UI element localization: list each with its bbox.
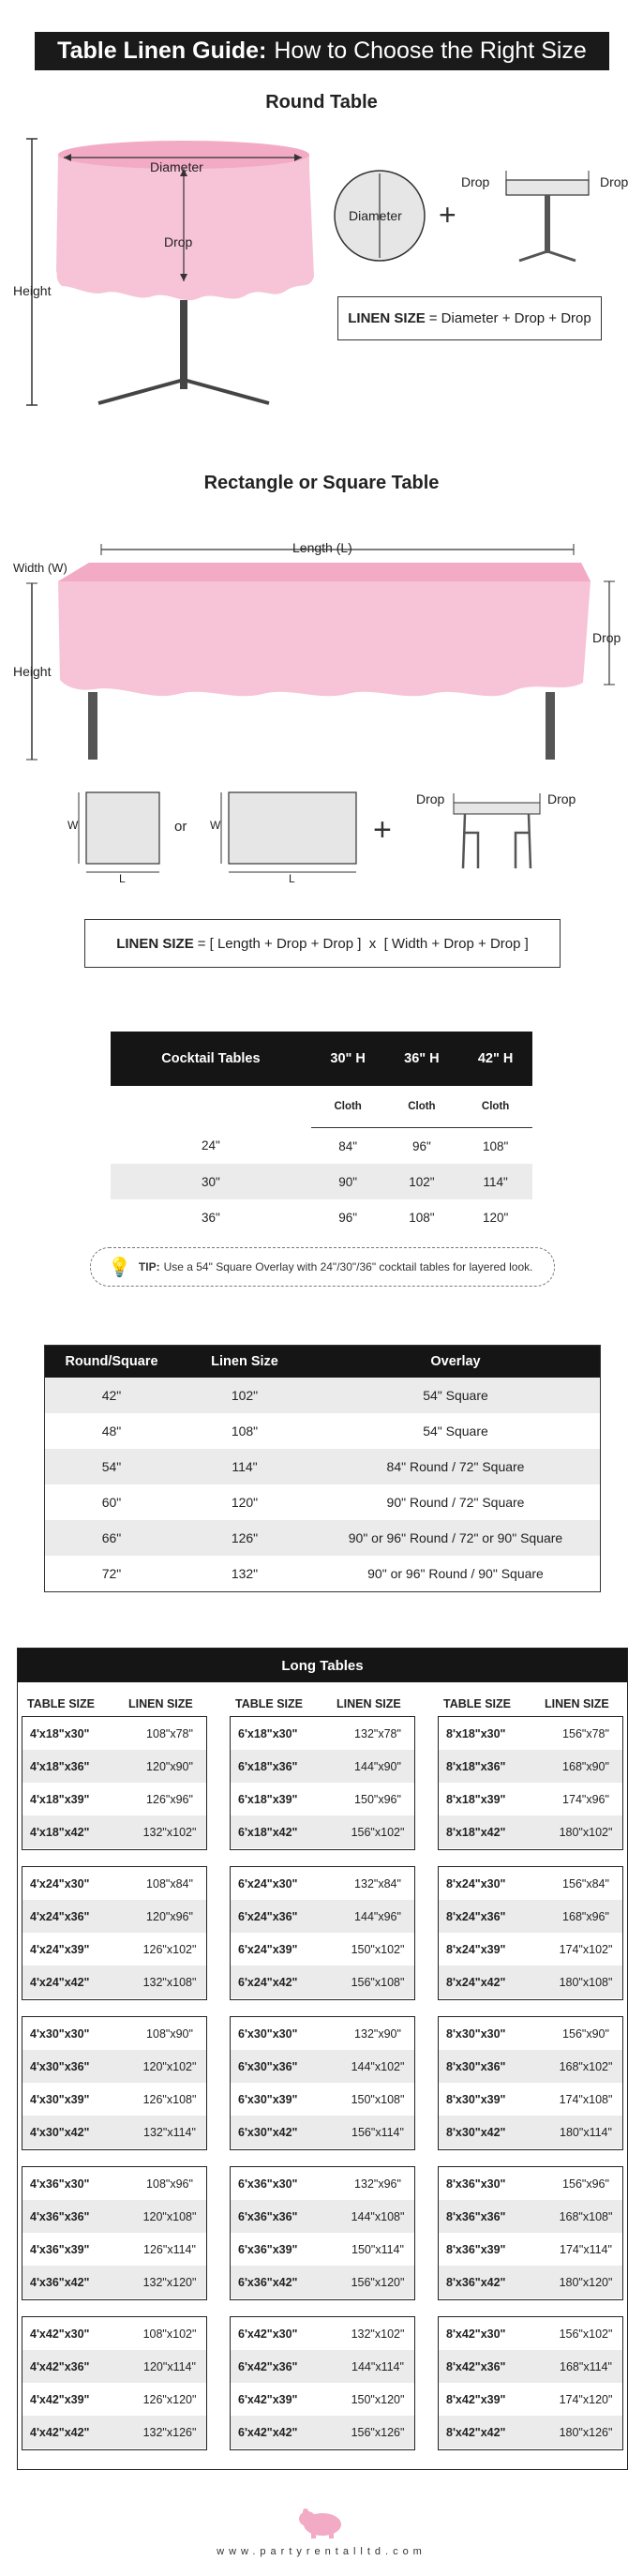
table-row [22,2116,206,2148]
linen-size-cell: 108"x96" [146,2177,193,2191]
linen-size-cell: 120"x108" [142,2209,197,2223]
table-row [439,1933,622,1966]
round-height-label: Height [13,283,52,298]
table-row [439,2383,622,2416]
table-row [439,1815,622,1848]
cocktail-header: Cocktail Tables [111,1032,311,1086]
table-row [439,2350,622,2383]
linen-size-cell: 126"x102" [142,1942,197,1956]
table-row [22,1717,206,1750]
linen-size-cell: 150"x108" [351,2092,405,2106]
long-table-group [22,1716,207,1850]
overlay-cell: 114" [178,1449,311,1484]
table-row [439,1966,622,1998]
overlay-cell: 90" or 96" Round / 72" or 90" Square [311,1520,601,1556]
tip-bold: TIP: [138,1260,160,1273]
table-row [231,1750,414,1783]
table-row [22,2266,206,2298]
table-size-cell: 6'x42"x42" [238,2425,298,2439]
hippo-logo-icon [298,2506,345,2539]
table-row [22,2350,206,2383]
rect-l1: L [119,872,126,885]
table-row [231,1717,414,1750]
overlay-cell: 72" [101,1566,122,1581]
overlay-cell: 54" Square [311,1378,601,1413]
linen-size-cell: 108"x102" [142,2327,197,2341]
table-row [439,2233,622,2266]
linen-size-cell: 156"x90" [562,2026,609,2041]
long-tables-title: Long Tables [18,1649,627,1682]
linen-size-cell: 156"x126" [351,2425,405,2439]
table-row [231,1966,414,1998]
long-table-group [438,2166,623,2300]
table-size-cell: 4'x24"x42" [30,1975,90,1989]
cocktail-cell: 30" [111,1164,311,1199]
long-table-group [22,2316,207,2450]
rect-formula-bold: LINEN SIZE [116,935,194,952]
overlay-cell: 60" [101,1495,122,1510]
overlay-header: Round/Square [45,1346,179,1378]
overlay-cell: 108" [231,1424,259,1439]
table-size-cell: 4'x24"x30" [30,1876,90,1891]
rect-w1: W [67,819,79,832]
linen-size-cell: 156"x102" [351,1825,405,1839]
linen-size-cell: 174"x102" [559,1942,613,1956]
overlay-header: Linen Size [178,1346,311,1378]
linen-size-cell: 150"x102" [351,1942,405,1956]
linen-size-cell: 126"x108" [142,2092,197,2106]
table-row [22,2050,206,2083]
rect-drop-label: Drop [592,630,621,645]
overlay-cell: 90" Round / 72" Square [386,1495,525,1510]
linen-size-cell: 144"x102" [351,2059,405,2073]
overlay-cell: 54" [45,1449,179,1484]
table-row [439,2167,622,2200]
linen-size-cell: 126"x114" [143,2242,196,2256]
overlay-cell: 132" [231,1566,259,1581]
table-row [439,1717,622,1750]
page-header [35,32,609,70]
table-size-cell: 4'x30"x42" [30,2125,90,2139]
rect-drop-left: Drop [416,791,445,806]
linen-size-cell: 132"x126" [142,2425,197,2439]
lightbulb-icon: 💡 [108,1257,131,1278]
table-size-cell: 6'x42"x36" [238,2359,298,2373]
linen-size-cell: 150"x114" [351,2242,404,2256]
col-linen-size: LINEN SIZE [545,1697,609,1710]
table-row [439,2050,622,2083]
svg-text:+: + [373,812,392,848]
round-formula-bold: LINEN SIZE [348,310,426,326]
linen-size-cell: 180"x102" [559,1825,613,1839]
cocktail-cell: 96" [411,1138,431,1153]
cocktail-cell: 36" [201,1210,220,1225]
linen-size-cell: 174"x96" [562,1792,609,1806]
table-size-cell: 8'x42"x30" [446,2327,506,2341]
table-size-cell: 8'x18"x30" [446,1726,506,1740]
overlay-table [44,1345,601,1592]
long-table-group [230,2166,415,2300]
table-size-cell: 4'x42"x36" [30,2359,90,2373]
long-table-group [22,1866,207,2000]
table-size-cell: 8'x24"x42" [446,1975,506,1989]
svg-text:+: + [439,198,456,232]
table-row [22,2200,206,2233]
table-size-cell: 8'x42"x39" [446,2392,506,2406]
overlay-cell: 102" [178,1378,311,1413]
linen-size-cell: 168"x90" [562,1759,609,1773]
cocktail-cell: 96" [338,1210,358,1225]
table-row [231,1815,414,1848]
linen-size-cell: 156"x78" [562,1726,609,1740]
table-row [231,1867,414,1900]
linen-size-cell: 132"x102" [351,2327,405,2341]
linen-size-cell: 156"x108" [351,1975,405,1989]
table-row [439,1750,622,1783]
table-row [439,1900,622,1933]
long-table-group [438,1716,623,1850]
round-drop-right: Drop [600,174,629,189]
table-size-cell: 4'x36"x30" [30,2177,90,2191]
cocktail-header: 30" H [311,1032,385,1086]
cocktail-cell: 24" [201,1138,220,1153]
table-size-cell: 6'x36"x36" [238,2209,298,2223]
table-row [231,2350,414,2383]
table-size-cell: 4'x42"x30" [30,2327,90,2341]
table-size-cell: 6'x18"x39" [238,1792,298,1806]
col-table-size: TABLE SIZE [27,1697,95,1710]
rect-formula-rest: = [ Length + Drop + Drop ] x [ Width + Drop + Drop ] [197,935,529,952]
round-table-title: Round Table [265,92,378,113]
table-size-cell: 6'x18"x42" [238,1825,298,1839]
round-formula [337,296,602,340]
overlay-cell: 42" [45,1378,179,1413]
table-row [22,2017,206,2050]
linen-size-cell: 126"x96" [146,1792,193,1806]
table-size-cell: 4'x30"x30" [30,2026,90,2041]
table-row [22,2416,206,2448]
linen-size-cell: 132"x120" [142,2275,197,2289]
long-table-group [22,2016,207,2150]
linen-size-cell: 144"x108" [351,2209,405,2223]
linen-size-cell: 132"x78" [354,1726,401,1740]
cocktail-sub: Cloth [311,1086,385,1128]
long-table-group [230,1866,415,2000]
table-row [45,1556,601,1592]
table-size-cell: 8'x36"x39" [446,2242,506,2256]
table-size-cell: 4'x30"x36" [30,2059,90,2073]
table-row [231,2116,414,2148]
table-row [439,1867,622,1900]
linen-size-cell: 120"x102" [142,2059,197,2073]
overlay-header-row [45,1346,601,1378]
linen-size-cell: 108"x90" [146,2026,193,2041]
round-diameter-label: Diameter [150,159,203,174]
rect-l2: L [289,872,295,885]
table-size-cell: 8'x18"x42" [446,1825,506,1839]
overlay-cell: 66" [45,1520,179,1556]
table-row [231,1933,414,1966]
linen-size-cell: 132"x84" [354,1876,401,1891]
table-size-cell: 4'x36"x36" [30,2209,90,2223]
linen-size-cell: 156"x96" [562,2177,609,2191]
rect-width-label: Width (W) [13,561,67,575]
table-row [111,1199,532,1235]
cocktail-cell: 108" [409,1210,435,1225]
table-size-cell: 8'x30"x36" [446,2059,506,2073]
round-formula-rest: = Diameter + Drop + Drop [428,310,591,326]
linen-size-cell: 132"x90" [354,2026,401,2041]
overlay-cell: 126" [178,1520,311,1556]
table-size-cell: 8'x24"x36" [446,1909,506,1923]
table-row [45,1484,601,1520]
table-size-cell: 8'x30"x42" [446,2125,506,2139]
linen-size-cell: 168"x114" [560,2359,612,2373]
round-table-illustration [0,131,643,422]
table-size-cell: 4'x30"x39" [30,2092,90,2106]
rect-or: or [174,819,187,835]
table-row [231,2167,414,2200]
table-size-cell: 4'x18"x30" [30,1726,90,1740]
header-bold: Table Linen Guide: [57,38,267,64]
table-size-cell: 8'x36"x30" [446,2177,506,2191]
table-size-cell: 4'x18"x39" [30,1792,90,1806]
table-row [111,1128,532,1165]
long-table-group [438,2316,623,2450]
col-linen-size: LINEN SIZE [336,1697,401,1710]
linen-size-cell: 120"x90" [146,1759,193,1773]
table-row [231,2416,414,2448]
table-row [22,2233,206,2266]
table-row [111,1164,532,1199]
cocktail-table [111,1032,532,1235]
table-size-cell: 6'x18"x30" [238,1726,298,1740]
table-size-cell: 4'x42"x39" [30,2392,90,2406]
linen-size-cell: 156"x120" [351,2275,405,2289]
rect-table-illustration [0,525,643,938]
table-size-cell: 8'x18"x36" [446,1759,506,1773]
col-table-size: TABLE SIZE [443,1697,511,1710]
linen-size-cell: 144"x96" [354,1909,401,1923]
table-row [22,1750,206,1783]
table-row [231,2200,414,2233]
tip-text: Use a 54" Square Overlay with 24"/30"/36" cocktail tables for layered look. [163,1260,533,1273]
linen-size-cell: 132"x108" [142,1975,197,1989]
table-size-cell: 6'x24"x39" [238,1942,298,1956]
table-row [45,1449,601,1484]
linen-size-cell: 156"x102" [559,2327,613,2341]
table-size-cell: 8'x36"x42" [446,2275,506,2289]
linen-size-cell: 168"x108" [559,2209,613,2223]
rect-table-title: Rectangle or Square Table [203,473,440,493]
table-row [231,2317,414,2350]
table-row [439,2266,622,2298]
table-row [22,2383,206,2416]
linen-size-cell: 156"x114" [351,2125,404,2139]
linen-size-cell: 120"x96" [146,1909,193,1923]
rect-height-label: Height [13,664,52,679]
table-size-cell: 4'x18"x42" [30,1825,90,1839]
linen-size-cell: 108"x84" [146,1876,193,1891]
round-circle-label: Diameter [349,208,402,223]
cocktail-sub-row [111,1086,532,1128]
col-table-size: TABLE SIZE [235,1697,303,1710]
table-size-cell: 6'x36"x39" [238,2242,298,2256]
linen-size-cell: 132"x114" [143,2125,196,2139]
table-row [45,1378,601,1413]
table-row [439,2317,622,2350]
cocktail-sub: Cloth [385,1086,459,1128]
table-row [22,1867,206,1900]
cocktail-sub [111,1086,311,1128]
table-size-cell: 6'x36"x30" [238,2177,298,2191]
cocktail-cell: 84" [338,1138,358,1153]
cocktail-header-row [111,1032,532,1086]
rect-drop-right: Drop [547,791,576,806]
long-table-group [230,2316,415,2450]
table-size-cell: 6'x24"x42" [238,1975,298,1989]
table-size-cell: 6'x42"x30" [238,2327,298,2341]
table-row [45,1520,601,1556]
table-size-cell: 6'x42"x39" [238,2392,298,2406]
long-table-group [438,2016,623,2150]
table-row [22,1900,206,1933]
linen-size-cell: 144"x90" [354,1759,401,1773]
linen-size-cell: 108"x78" [146,1726,193,1740]
linen-size-cell: 180"x126" [559,2425,613,2439]
table-size-cell: 8'x30"x30" [446,2026,506,2041]
table-size-cell: 4'x42"x42" [30,2425,90,2439]
linen-size-cell: 132"x102" [142,1825,197,1839]
linen-size-cell: 174"x114" [560,2242,612,2256]
table-row [231,2233,414,2266]
table-row [22,2317,206,2350]
table-row [439,2200,622,2233]
table-size-cell: 6'x30"x42" [238,2125,298,2139]
col-linen-size: LINEN SIZE [128,1697,193,1710]
linen-size-cell: 174"x120" [559,2392,613,2406]
table-size-cell: 6'x30"x39" [238,2092,298,2106]
table-size-cell: 8'x42"x42" [446,2425,506,2439]
cocktail-cell: 102" [385,1164,459,1199]
table-size-cell: 8'x36"x36" [446,2209,506,2223]
linen-size-cell: 180"x114" [560,2125,612,2139]
table-row [231,1900,414,1933]
cocktail-sub: Cloth [458,1086,532,1128]
rect-w2: W [210,819,221,832]
overlay-cell: 120" [231,1495,259,1510]
table-row [22,2167,206,2200]
table-row [22,1966,206,1998]
overlay-header: Overlay [311,1346,601,1378]
footer-url: www.partyrentalltd.com [217,2546,426,2557]
table-row [439,2116,622,2148]
table-size-cell: 6'x30"x30" [238,2026,298,2041]
table-row [231,2083,414,2116]
cocktail-cell: 108" [482,1138,509,1153]
cocktail-header: 36" H [385,1032,459,1086]
linen-size-cell: 156"x84" [562,1876,609,1891]
linen-size-cell: 174"x108" [559,2092,613,2106]
table-size-cell: 4'x36"x42" [30,2275,90,2289]
header-light: How to Choose the Right Size [274,38,587,64]
overlay-cell: 84" Round / 72" Square [311,1449,601,1484]
table-row [439,2083,622,2116]
tip-box [90,1247,555,1287]
linen-size-cell: 180"x108" [559,1975,613,1989]
table-size-cell: 8'x18"x39" [446,1792,506,1806]
long-tables-panel [17,1648,628,2470]
overlay-cell: 48" [101,1424,122,1439]
linen-size-cell: 168"x102" [559,2059,613,2073]
overlay-cell: 54" Square [423,1424,488,1439]
table-size-cell: 4'x24"x39" [30,1942,90,1956]
table-size-cell: 6'x30"x36" [238,2059,298,2073]
table-row [231,1783,414,1815]
round-drop-left: Drop [461,174,490,189]
table-row [231,2017,414,2050]
table-size-cell: 8'x24"x30" [446,1876,506,1891]
table-row [45,1413,601,1449]
table-row [231,2383,414,2416]
table-size-cell: 6'x24"x30" [238,1876,298,1891]
long-table-group [230,1716,415,1850]
rect-formula [84,919,561,968]
table-row [231,2266,414,2298]
table-row [22,1783,206,1815]
table-size-cell: 4'x36"x39" [30,2242,90,2256]
table-size-cell: 6'x18"x36" [238,1759,298,1773]
table-row [22,1815,206,1848]
linen-size-cell: 144"x114" [351,2359,404,2373]
table-size-cell: 8'x42"x36" [446,2359,506,2373]
rect-length-label: Length (L) [292,540,352,555]
long-table-group [438,1866,623,2000]
round-drop-label: Drop [164,234,193,249]
table-row [22,1933,206,1966]
cocktail-cell: 120" [482,1210,509,1225]
linen-size-cell: 132"x96" [354,2177,401,2191]
table-row [22,2083,206,2116]
table-size-cell: 8'x30"x39" [446,2092,506,2106]
linen-size-cell: 150"x120" [351,2392,405,2406]
table-size-cell: 4'x24"x36" [30,1909,90,1923]
linen-size-cell: 150"x96" [354,1792,401,1806]
table-row [439,2416,622,2448]
table-row [439,1783,622,1815]
cocktail-header: 42" H [458,1032,532,1086]
linen-size-cell: 126"x120" [142,2392,197,2406]
table-size-cell: 6'x36"x42" [238,2275,298,2289]
linen-size-cell: 120"x114" [143,2359,196,2373]
table-row [439,2017,622,2050]
overlay-cell: 90" or 96" Round / 90" Square [367,1566,544,1581]
long-table-group [230,2016,415,2150]
cocktail-cell: 114" [458,1164,532,1199]
cocktail-cell: 90" [311,1164,385,1199]
table-row [231,2050,414,2083]
table-size-cell: 6'x24"x36" [238,1909,298,1923]
linen-size-cell: 180"x120" [559,2275,613,2289]
long-table-group [22,2166,207,2300]
table-size-cell: 4'x18"x36" [30,1759,90,1773]
table-size-cell: 8'x24"x39" [446,1942,506,1956]
linen-size-cell: 168"x96" [562,1909,609,1923]
